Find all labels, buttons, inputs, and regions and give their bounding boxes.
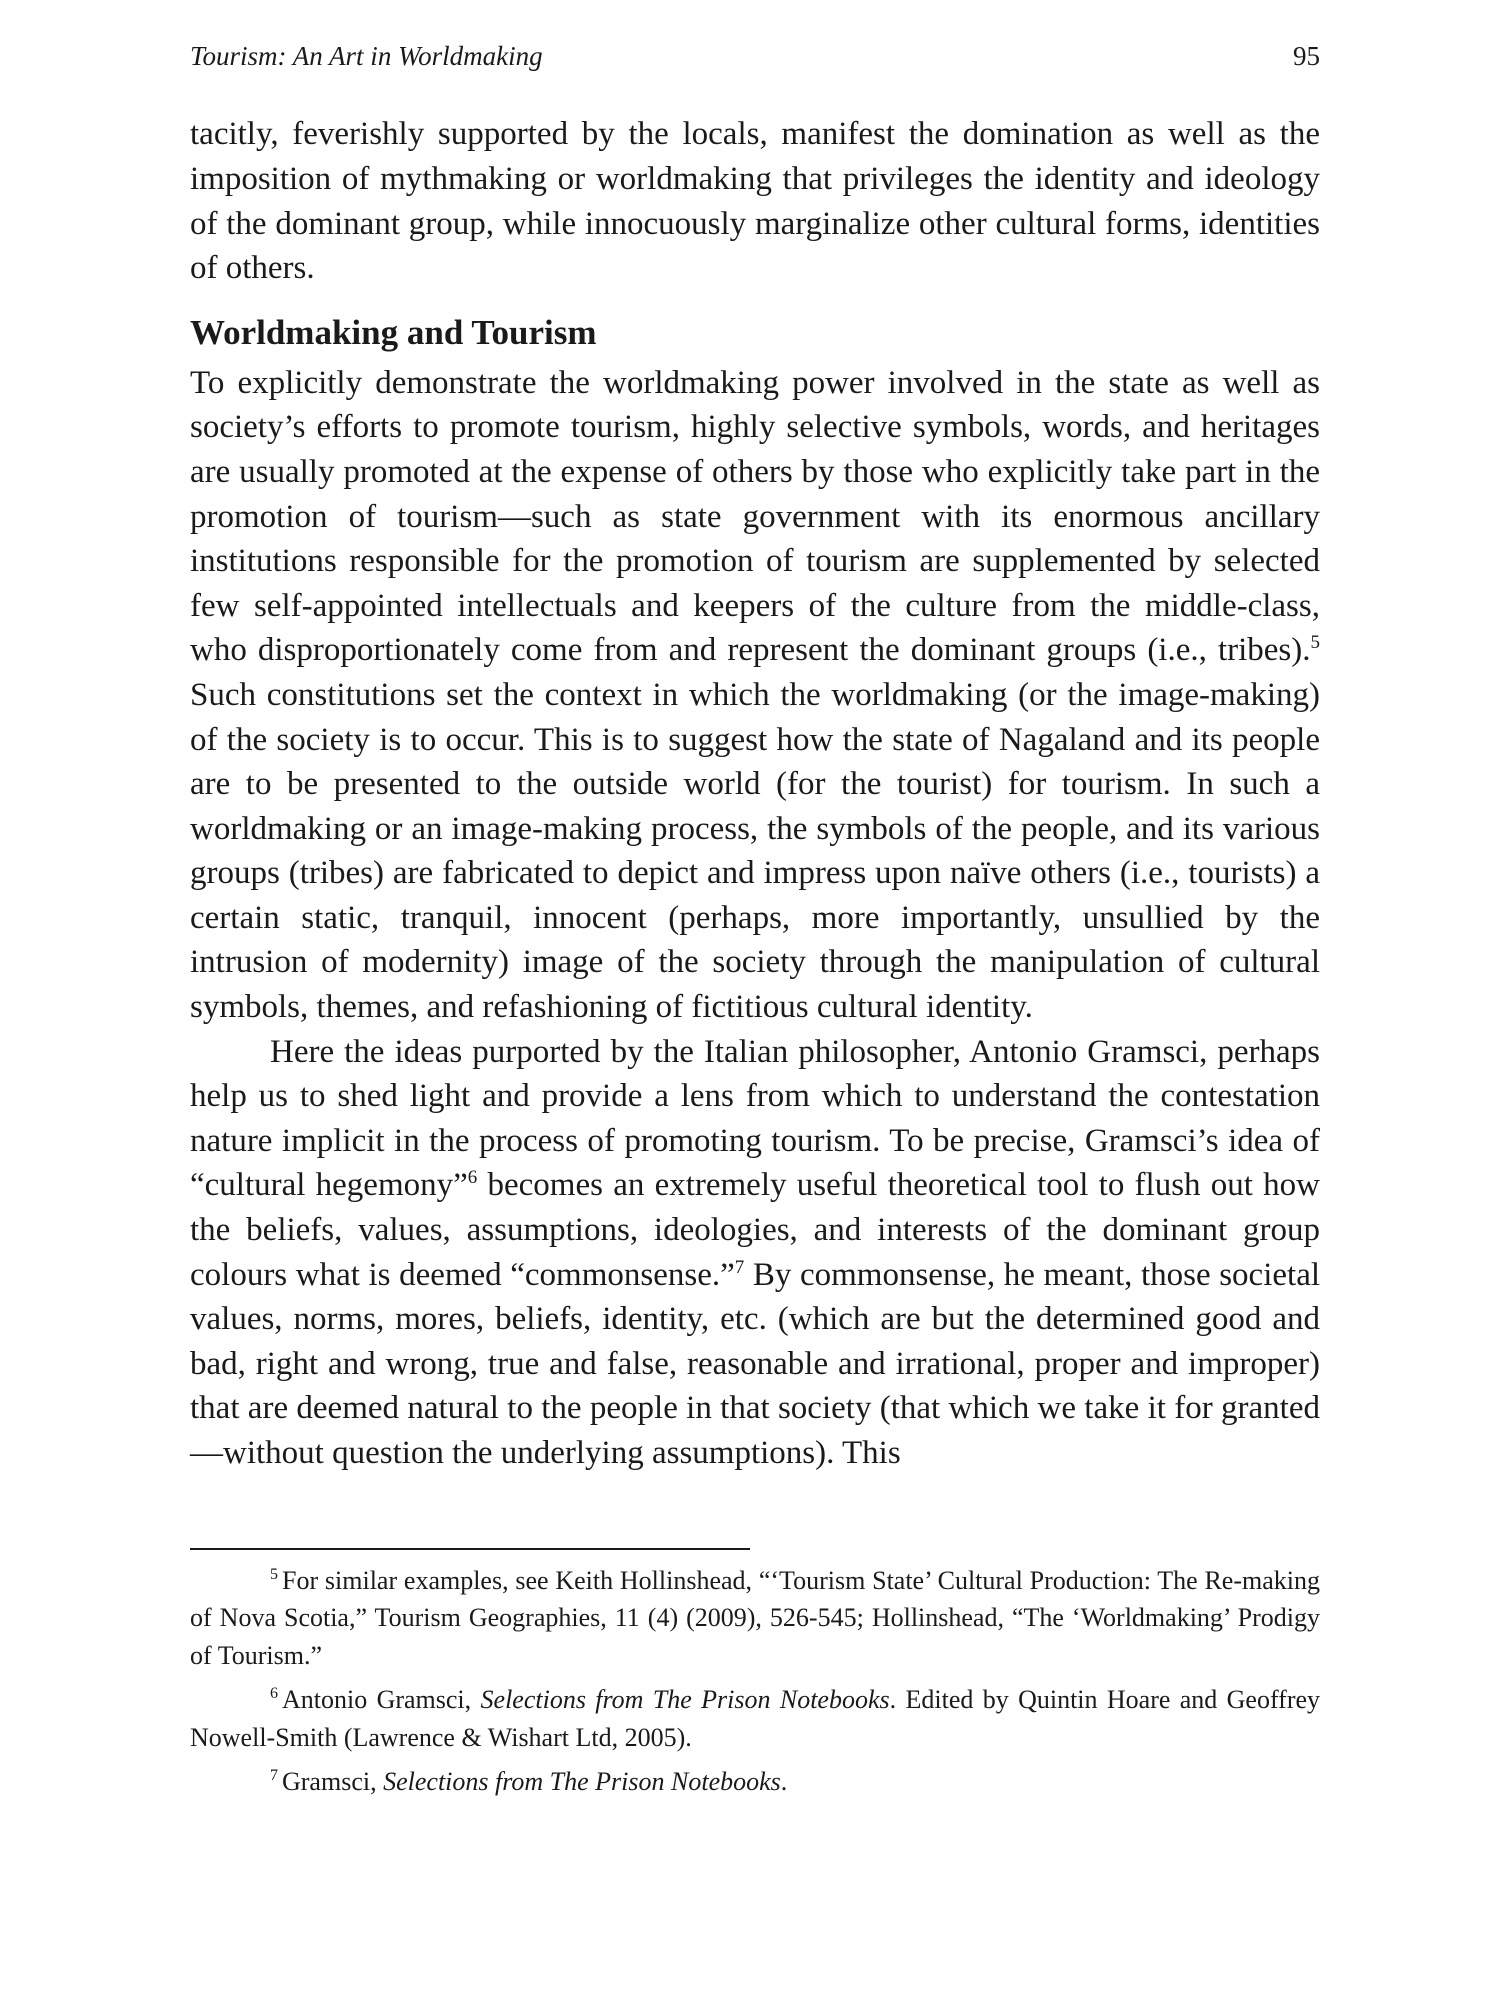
footnote-5 xyxy=(190,1562,1320,1675)
section-heading: Worldmaking and Tourism xyxy=(190,312,597,352)
paragraph-worldmaking xyxy=(190,361,1320,1030)
footnote-divider xyxy=(190,1548,750,1550)
running-head xyxy=(190,40,1320,72)
footnote-book-title: Selections from The Prison Notebooks xyxy=(480,1685,890,1715)
footnote-reference-7[interactable]: 7 xyxy=(734,1256,745,1278)
footnote-author: Gramsci, xyxy=(282,1767,384,1797)
footnote-text: . xyxy=(780,1767,788,1797)
paragraph-text: By commonsense, he meant, those societal values, norms, mores, beliefs, identity, etc. (which are but the determined good and bad, right and wrong, true and false, reasonable and irrational, proper and improper) that are deemed natural to the people in that society (that which we take it for granted—without question the underlying assumptions). This xyxy=(190,1256,1321,1472)
footnote-book-title: Selections from The Prison Notebooks xyxy=(383,1767,781,1797)
footnote-number: 6 xyxy=(270,1685,278,1703)
footnote-7 xyxy=(190,1763,1320,1801)
footnote-number: 5 xyxy=(270,1565,278,1583)
running-title: Tourism: An Art in Worldmaking xyxy=(190,41,543,71)
footnote-number: 7 xyxy=(270,1767,278,1785)
footnote-reference-6[interactable]: 6 xyxy=(467,1167,478,1189)
paragraph-gramsci xyxy=(190,1030,1320,1476)
paragraph-continued xyxy=(190,112,1320,290)
footnote-author: Antonio Gramsci, xyxy=(282,1685,481,1715)
page-number: 95 xyxy=(1293,41,1320,71)
paragraph-text: Such constitutions set the context in which the worldmaking (or the image-making) of the society is to occur. This is to suggest how the state of Nagaland and its people are to be presented to the outside world (for the tourist) for tourism. In such a worldmaking or an image-making process, the symbols of the people, and its various groups (tribes) are fabricated to depict and impress upon naïve others (i.e., tourists) a certain static, tranquil, innocent (perhaps, more importantly, unsullied by the intrusion of modernity) image of the society through the manipulation of cultural symbols, themes, and refashioning of fictitious cultural identity. xyxy=(190,676,1320,1026)
footnotes xyxy=(190,1562,1320,1801)
paragraph-text: becomes an extremely useful theoretical tool to flush out how the beliefs, values, assumptions, ideologies, and interests of the dominant group colours what is deemed “commonsense.” xyxy=(190,1167,1321,1293)
paragraph-text: To explicitly demonstrate the worldmaking power involved in the state as well as society’s efforts to promote tourism, highly selective symbols, words, and heritages are usually promoted at the expense of others by those who explicitly take part in the promotion of tourism—such as state government with its enormous ancillary institutions responsible for the promotion of tourism are supplemented by selected few self-appointed intellectuals and keepers of the culture from the middle-class, who disproportionately come from and represent the dominant groups (i.e., tribes). xyxy=(190,364,1320,669)
footnote-reference-5[interactable]: 5 xyxy=(1310,632,1320,654)
footnote-6 xyxy=(190,1681,1320,1756)
paragraph-text: tacitly, feverishly supported by the locals, manifest the domination as well as the imposition of mythmaking or worldmaking that privileges the identity and ideology of the dominant group, while innocuously marginalize other cultural forms, identities of others. xyxy=(190,116,1320,287)
paragraph-text: Here the ideas purported by the Italian philosopher, Antonio Gramsci, perhaps help us to shed light and provide a lens from which to understand the contestation nature implicit in the process of promoting tourism. To be precise, Gramsci’s idea of “cultural hegemony” xyxy=(190,1033,1320,1204)
footnote-text: . Edited by Quintin Hoare and Geoffrey Nowell-Smith (Lawrence & Wishart Ltd, 2005). xyxy=(190,1685,1321,1752)
book-page xyxy=(190,40,1320,1808)
body-text xyxy=(190,112,1320,1475)
footnote-text: For similar examples, see Keith Hollinshead, “‘Tourism State’ Cultural Production: The Re-making of Nova Scotia,” Tourism Geographies, 11 (4) (2009), 526-545; Hollinshead, “The ‘Worldmaking’ Prodigy of Tourism.” xyxy=(190,1565,1320,1670)
